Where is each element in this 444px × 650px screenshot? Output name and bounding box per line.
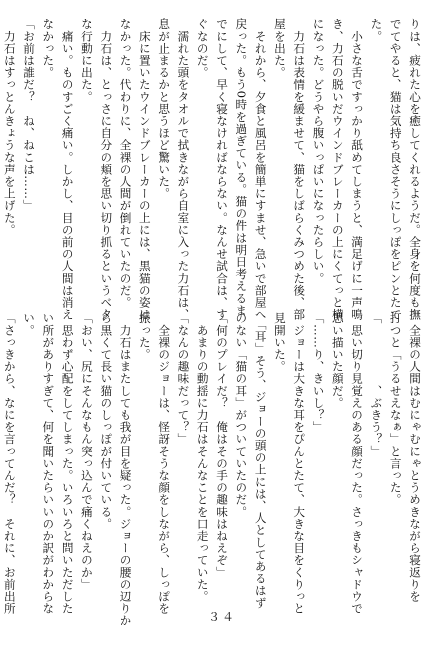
page-number: ３４ xyxy=(207,610,236,624)
text-line: 「おい、尻にそんなもん突っ込んで痛くねえのか」 xyxy=(79,312,94,591)
text-line: 小さな舌ですっかり舐めてしまうと、満足げに一声鳴 xyxy=(350,18,365,321)
text-line: 全裸の人間はむにゃむにゃとうめきながら寝返りを xyxy=(408,312,422,603)
text-line: それから、夕食と風呂を簡単にすませ、急いで部屋へ xyxy=(253,18,268,321)
text-line: 「耳」そう、ジョーの頭の上には、人としてあるはず xyxy=(253,312,268,609)
text-line: 思い描いた顔だ。 xyxy=(330,312,345,409)
text-line: 屋を出た。 xyxy=(272,18,287,79)
text-line: あまりの動揺に力石はそんなことを口走っていた。 xyxy=(195,312,210,603)
text-line: でてやると、猫は気持ち良さそうにしっぽをピンとたて xyxy=(388,18,403,321)
text-line: 全裸のジョーは、怪訝そうな顔をしながら、しっぽを xyxy=(157,312,172,615)
text-line: 力石はまたしても我が目を疑った。ジョーの腰の辺りか xyxy=(118,312,133,627)
text-line: 戻った。もう0時を過ぎている。猫の件は明日考えるま xyxy=(234,18,249,317)
text-line: 力石は表情を緩ませて、猫をしばらくみつめた後、部 xyxy=(292,18,307,321)
text-line: た。 xyxy=(369,18,384,43)
text-line: のない「猫の耳」がついていたのだ。 xyxy=(234,312,249,518)
text-line: き、力石の脱いだウインドブレーカーの上にくてっと横 xyxy=(330,18,345,321)
text-line: 力石は、とっさに自分の頬を思い切り抓るというベタ xyxy=(99,18,114,321)
text-line: い。 xyxy=(22,312,37,337)
text-line: 力石はすっとんきょうな声を上げた。 xyxy=(2,18,17,236)
text-line: ぐなのだ。 xyxy=(195,18,210,79)
text-line: 「 、ぶきう？」 xyxy=(369,312,384,458)
text-line: 打つと「うるせえなぁ」と言った。 xyxy=(388,312,403,506)
text-line: 「お前は誰だ？ ね、ねこは……」 xyxy=(22,18,37,212)
text-line: 思い切り見覚えのある顔だった。さっきもシャドウで xyxy=(350,312,365,615)
text-line: 「……り、きいし？」 xyxy=(311,312,326,433)
text-line: な行動に出た。 xyxy=(79,18,94,103)
text-line: なかった。代わりに、全裸の人間が倒れていたのだ。 xyxy=(118,18,133,309)
text-line: になった。どうやら腹いっぱいになったらしい。 xyxy=(311,18,326,285)
text-line: 思わず心配をしてしまった。いろいろと問いただした xyxy=(60,312,75,615)
text-line: でにして、早く寝なければならない。なんせ試合は、す xyxy=(215,18,230,321)
text-line: 「なんの趣味だって？」 xyxy=(176,312,191,446)
text-line: 見開いた。 xyxy=(272,312,287,373)
text-line: ら黒くて長い猫のしっぽが付いている。 xyxy=(99,312,114,530)
text-line: 「さっきから、なにを言ってんだ？ それに、お前出所 xyxy=(2,312,17,615)
text-line: 息が止まるかと思うほど驚いた。 xyxy=(157,18,172,200)
text-line: 「何のプレイだ？ 俺はその手の趣味はねえぞ」 xyxy=(215,312,230,579)
text-line: 濡れた頭をタオルで拭きながら自室に入った力石は、 xyxy=(176,18,191,321)
text-line: ジョーは大きな耳をぴんとたて、大きな目をくりっと xyxy=(292,312,307,615)
top-text-block xyxy=(0,18,424,321)
text-line: 床に置いたウインドブレーカーの上には、黒猫の姿は xyxy=(137,18,152,321)
text-line: い所がありすぎて、何を聞いたらいいのか訳がわからな xyxy=(41,312,56,615)
text-line: 痛い。ものすごく痛い。しかし、目の前の人間は消え xyxy=(60,18,75,321)
text-line: なかった。 xyxy=(41,18,56,79)
text-line: りは、疲れた心を癒してくれるようだ。全身を何度も撫 xyxy=(408,18,422,321)
text-line: 振った。 xyxy=(137,312,152,361)
